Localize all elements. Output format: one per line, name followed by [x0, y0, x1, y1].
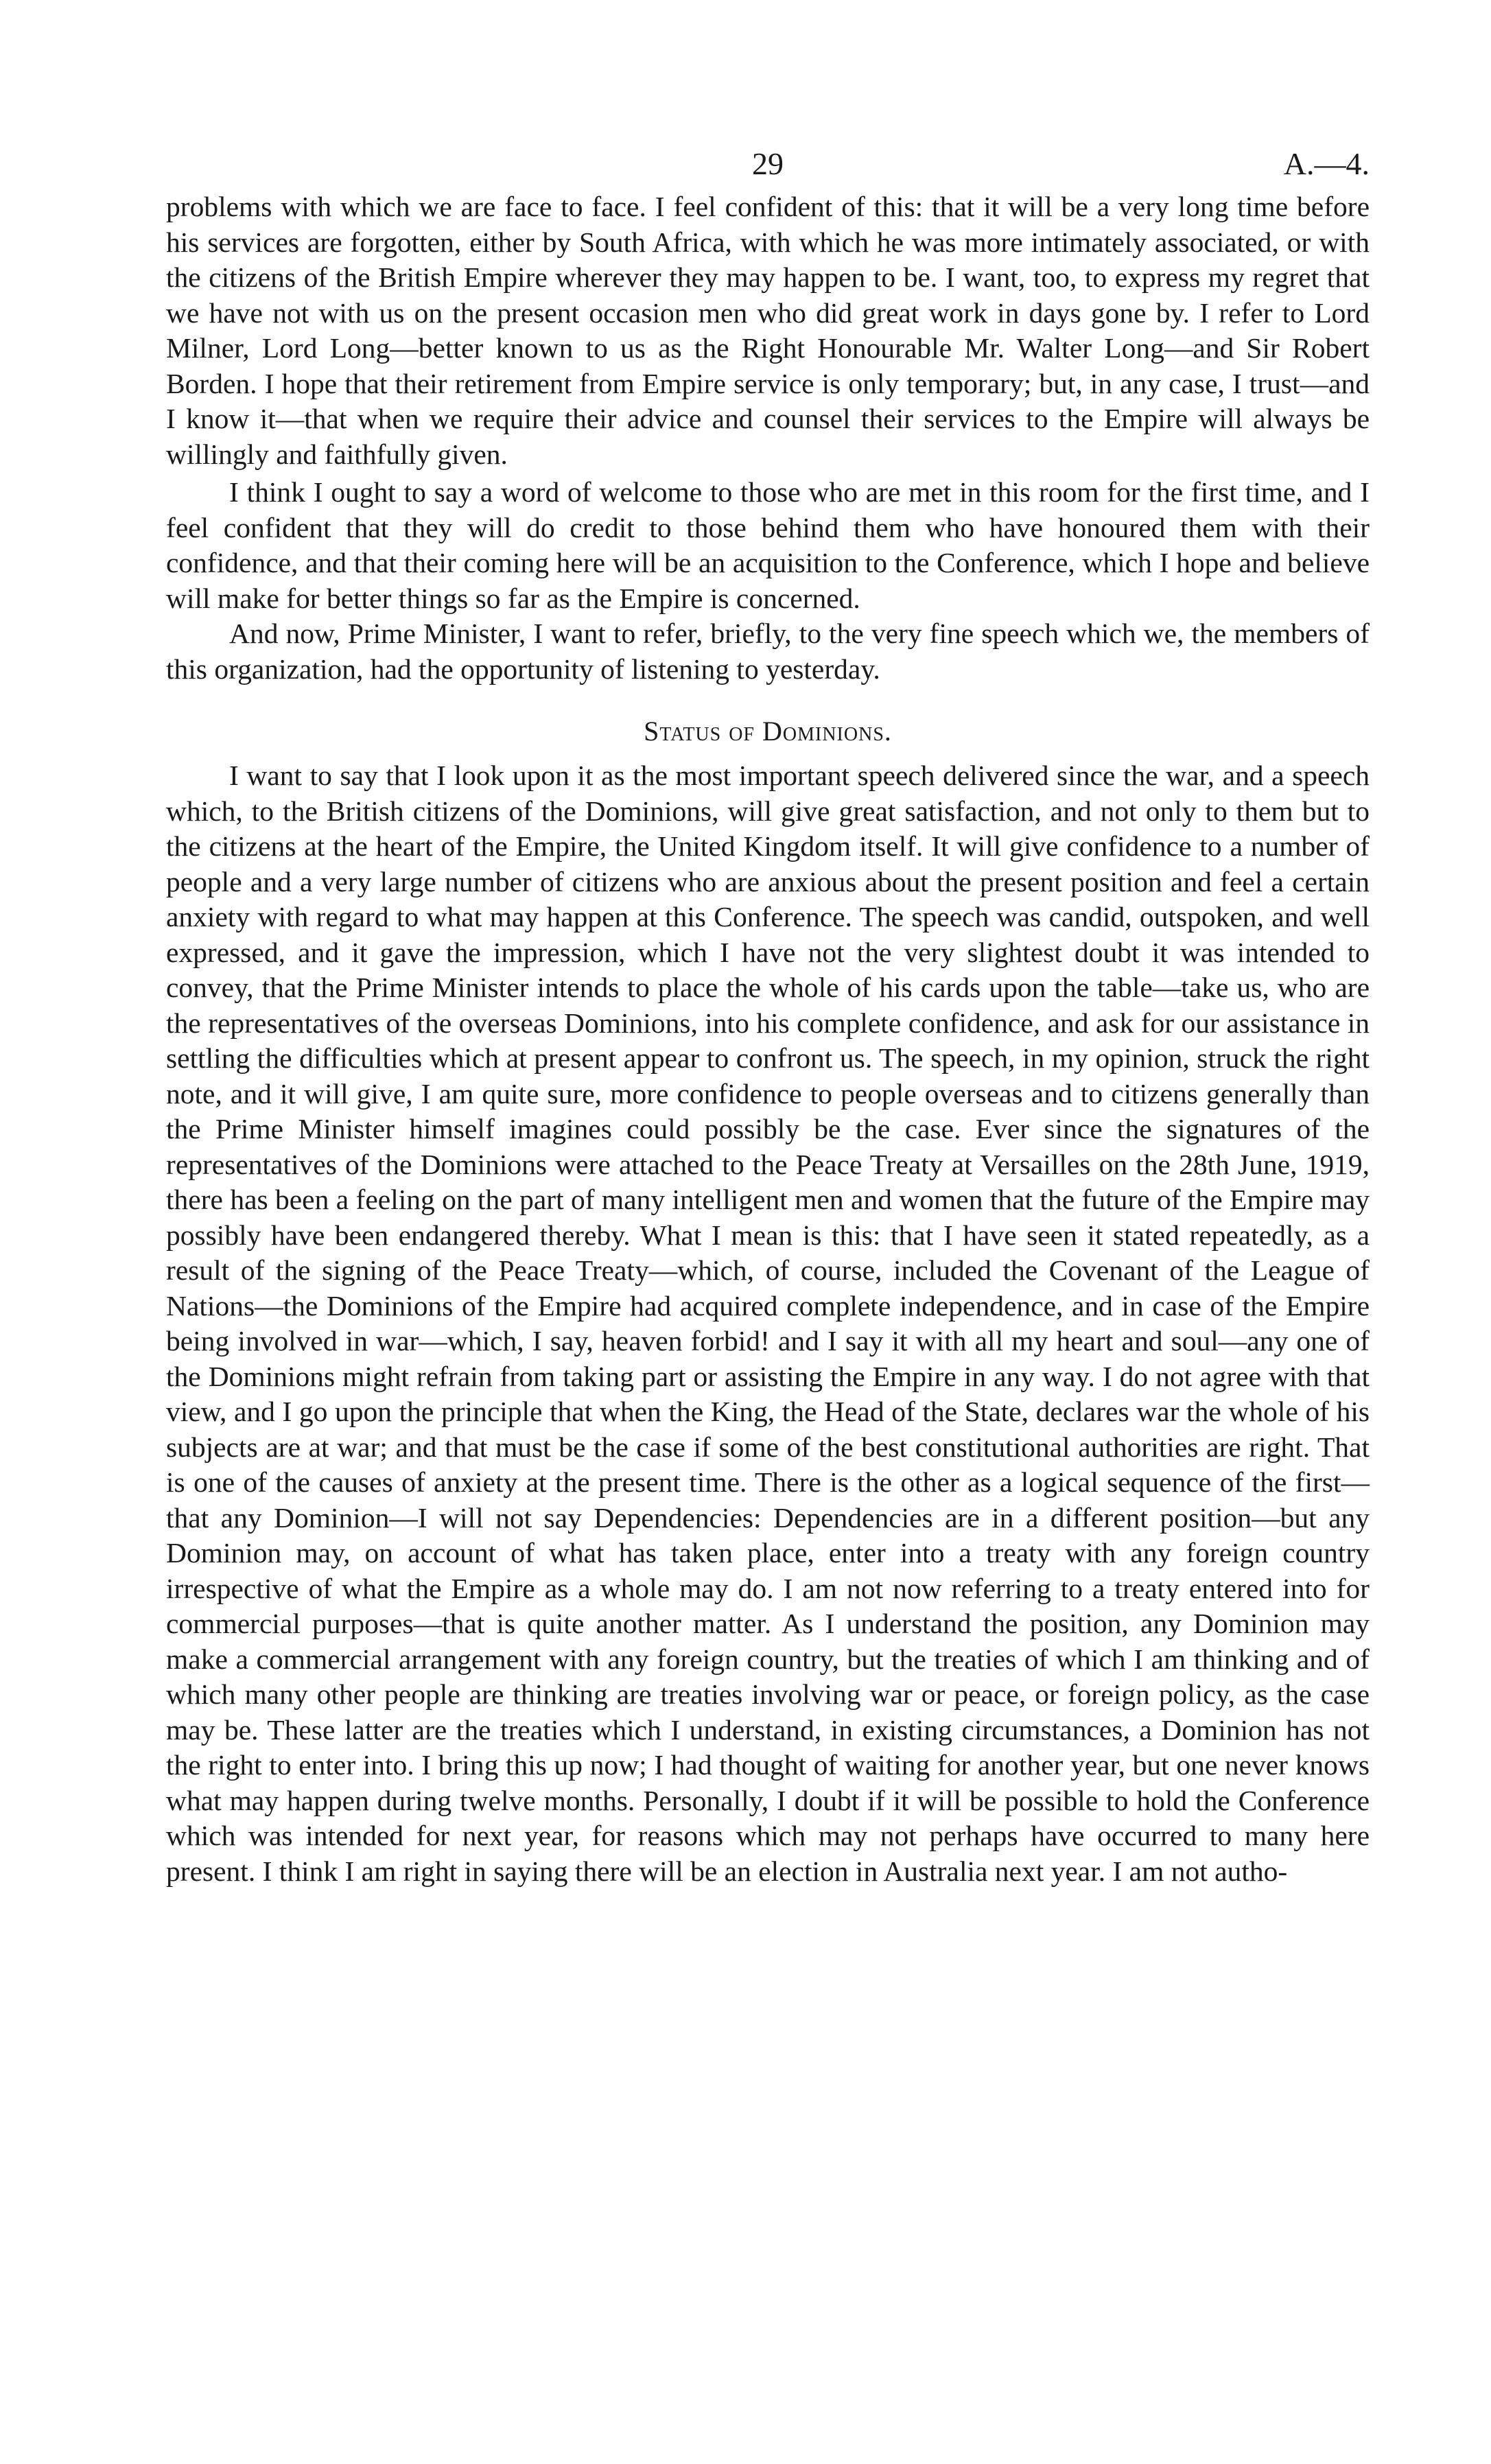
section-heading: Status of Dominions.	[644, 716, 892, 747]
body-text	[166, 189, 1370, 1889]
page-header	[166, 145, 1370, 189]
document-page	[166, 145, 1370, 1889]
document-reference: A.—4.	[1283, 146, 1370, 181]
paragraph: I want to say that I look upon it as the most important speech delivered since the war, and a speech which, to the British citizens of the Dominions, will give great satisfaction, and not only to them but to the citizens at the heart of the Empire, the United Kingdom itself. It will give confidence to a number of people and a very large number of citizens who are anxious about the present position and feel a certain anxiety with regard to what may happen at this Conference. The speech was candid, outspoken, and well expressed, and it gave the impression, which I have not the very slightest doubt it was intended to convey, that the Prime Minister intends to place the whole of his cards upon the table—take us, who are the representatives of the overseas Dominions, into his complete confidence, and ask for our assistance in settling the difficulties which at present appear to confront us. The speech, in my opinion, struck the right note, and it will give, I am quite sure, more confidence to people overseas and to citizens generally than the Prime Minister himself imagines could possibly be the case. Ever since the signatures of the representatives of the Dominions were attached to the Peace Treaty at Versailles on the 28th June, 1919, there has been a feeling on the part of many intelligent men and women that the future of the Empire may possibly have been endangered thereby. What I mean is this: that I have seen it stated repeatedly, as a result of the signing of the Peace Treaty—which, of course, included the Covenant of the League of Nations—the Dominions of the Empire had acquired complete independence, and in case of the Empire being involved in war—which, I say, heaven forbid! and I say it with all my heart and soul—any one of the Dominions might refrain from taking part or assisting the Empire in any way. I do not agree with that view, and I go upon the principle that when the King, the Head of the State, declares war the whole of his subjects are at war; and that must be the case if some of the best constitutional authorities are right. That is one of the causes of anxiety at the present time. There is the other as a logical sequence of the first—that any Dominion—I will not say Dependencies: Dependencies are in a different position—but any Dominion may, on account of what has taken place, enter into a treaty with any foreign country irrespective of what the Empire as a whole may do. I am not now referring to a treaty entered into for commercial purposes—that is quite another matter. As I understand the position, any Dominion may make a commercial arrangement with any foreign country, but the treaties of which I am thinking and of which many other people are thinking are treaties involving war or peace, or foreign policy, as the case may be. These latter are the treaties which I understand, in existing circumstances, a Dominion has not the right to enter into. I bring this up now; I had thought of waiting for another year, but one never knows what may happen during twelve months. Personally, I doubt if it will be possible to hold the Conference which was intended for next year, for reasons which may not perhaps have occurred to many here present. I think I am right in saying there will be an election in Australia next year. I am not autho-	[166, 760, 1370, 1887]
paragraph: I think I ought to say a word of welcome to those who are met in this room for the first time, and I feel confident that they will do credit to those behind them who have honoured them with their confidence, and that their coming here will be an acquisition to the Conference, which I hope and believe will make for better things so far as the Empire is concerned.	[166, 476, 1370, 614]
paragraph: problems with which we are face to face. I feel confident of this: that it will be a very long time before his services are forgotten, either by South Africa, with which he was more intimately associated, or with the citizens of the British Empire wherever they may happen to be. I want, too, to express my regret that we have not with us on the present occasion men who did great work in days gone by. I refer to Lord Milner, Lord Long—better known to us as the Right Honourable Mr. Walter Long—and Sir Robert Borden. I hope that their retirement from Empire service is only temporary; but, in any case, I trust—and I know it—that when we require their advice and counsel their services to the Empire will always be willingly and faithfully given.	[166, 191, 1370, 470]
page-number: 29	[752, 146, 784, 181]
paragraph: And now, Prime Minister, I want to refer, briefly, to the very fine speech which we, the members of this organization, had the opportunity of listening to yesterday.	[166, 618, 1370, 685]
